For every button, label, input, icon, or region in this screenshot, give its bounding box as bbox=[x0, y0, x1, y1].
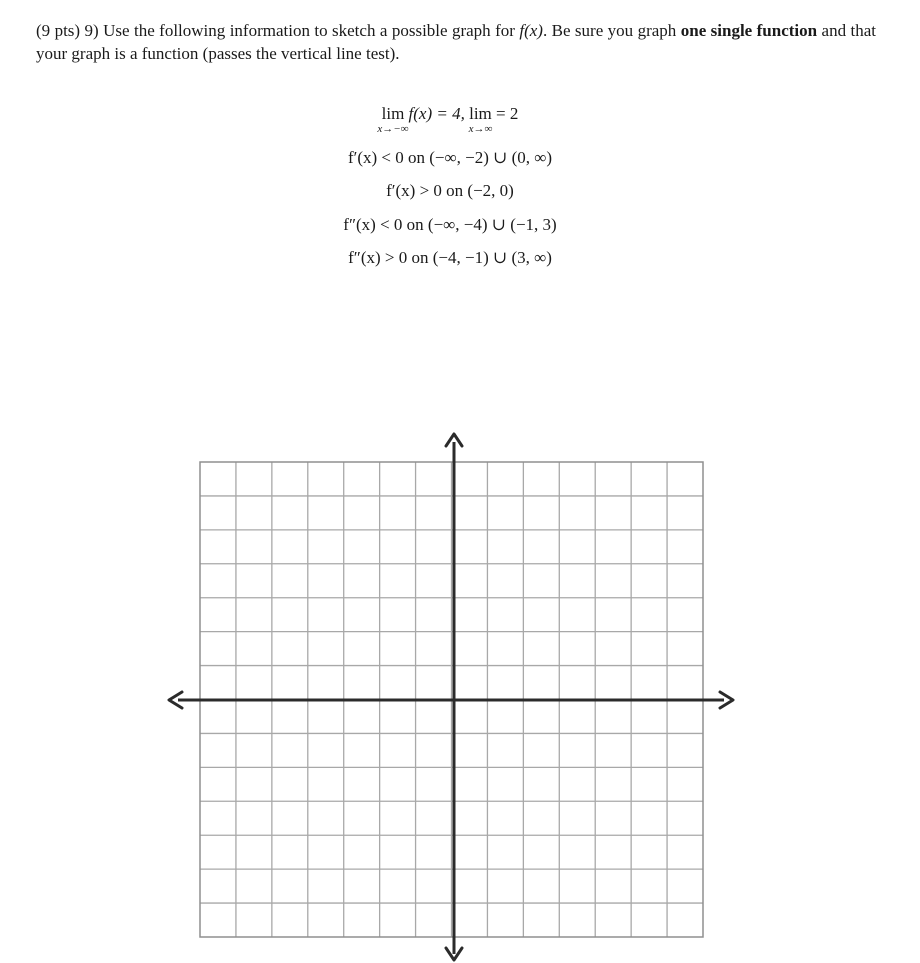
question-points: (9 pts) bbox=[36, 21, 81, 40]
lim-subscript: x→−∞ bbox=[377, 123, 409, 135]
emphasis-one-single-function: one single function bbox=[680, 21, 818, 40]
lim-word: lim bbox=[381, 104, 405, 123]
condition-first-derivative-positive: f′(x) > 0 on (−2, 0) bbox=[386, 181, 514, 200]
condition-first-derivative-negative: f′(x) < 0 on (−∞, −2) ∪ (0, ∞) bbox=[347, 148, 553, 167]
lim-subscript: x→∞ bbox=[468, 123, 493, 135]
function-name: f(x) bbox=[519, 21, 543, 40]
lim-word: lim bbox=[469, 104, 492, 123]
question-number: 9) bbox=[84, 21, 99, 40]
question-text-part1: Use the following information to sketch a possible graph for bbox=[103, 21, 515, 40]
condition-second-derivative-negative: f″(x) < 0 on (−∞, −4) ∪ (−1, 3) bbox=[343, 215, 557, 234]
question-text-part2: . Be sure you graph bbox=[542, 21, 677, 40]
condition-second-derivative-positive: f″(x) > 0 on (−4, −1) ∪ (3, ∞) bbox=[348, 248, 552, 267]
limit-body-2: = 2 bbox=[496, 104, 519, 123]
question-text-part3: and that your graph is a function (passes the vertical line test). bbox=[36, 21, 876, 63]
limit-body-1: f(x) = 4, bbox=[408, 104, 465, 123]
